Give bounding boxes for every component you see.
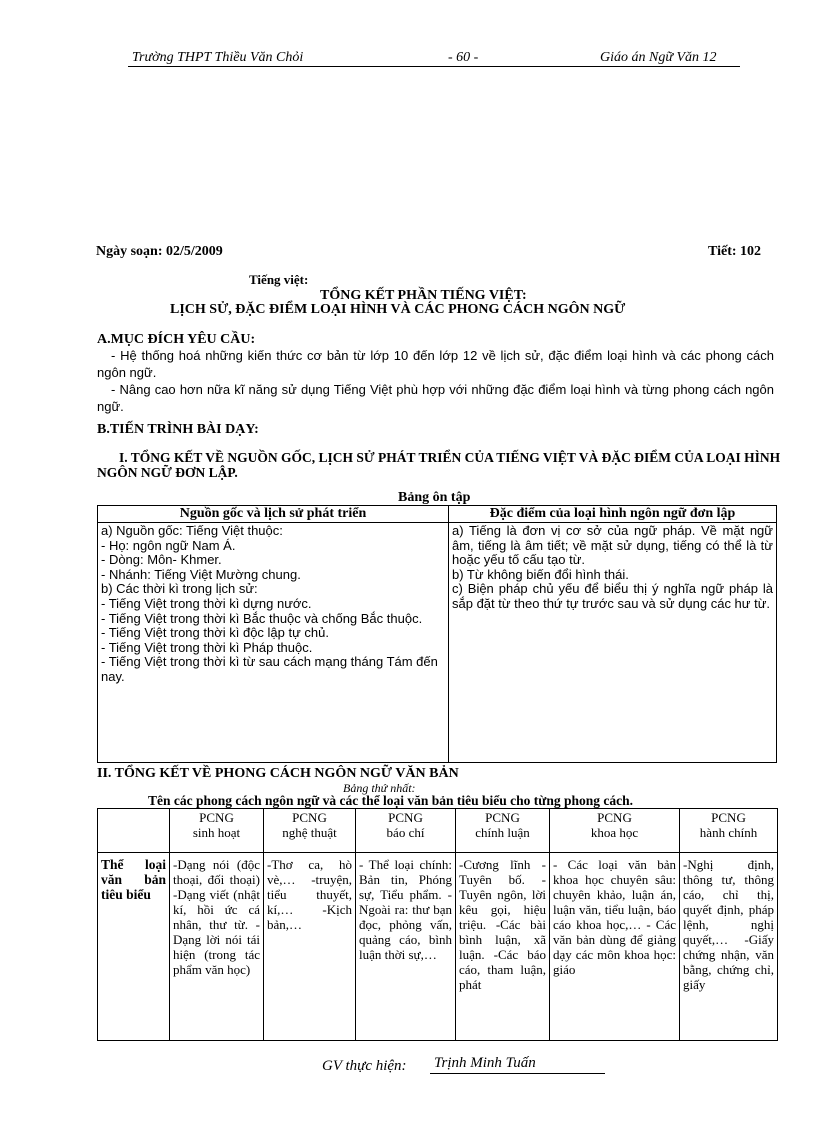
styles-table bbox=[97, 808, 778, 1041]
footer-teacher-name: Trịnh Minh Tuấn bbox=[434, 1055, 536, 1071]
styles-table-cell: - Thể loại chính: Bản tin, Phóng sự, Tiểu phẩm. - Ngoài ra: thư bạn đọc, phỏng vấn, quảng cáo, bình luận thời sự,… bbox=[356, 853, 456, 1041]
styles-table-header bbox=[550, 809, 680, 853]
styles-table-header bbox=[356, 809, 456, 853]
styles-table-cell: -Nghị định, thông tư, thông cáo, chỉ thị, quyết định, pháp lệnh, nghị quyết,… -Giấy chứng nhận, văn bằng, chứng chỉ, giấy bbox=[680, 853, 778, 1041]
list-item: a) Nguồn gốc: Tiếng Việt thuộc: bbox=[101, 523, 283, 538]
styles-table-header bbox=[264, 809, 356, 853]
styles-table-cell: -Thơ ca, hò vè,… -truyện, tiểu thuyết, kí,… -Kịch bản,… bbox=[264, 853, 356, 1041]
styles-table-row-label: Thể loại văn bản tiêu biểu bbox=[98, 853, 170, 1041]
styles-table-cell: - Các loại văn bản khoa học chuyên sâu: chuyên khảo, luận án, luận văn, tiểu luận, báo cáo khoa học,… - Các văn bản dùng để giảng dạy các môn khoa học: giáo bbox=[550, 853, 680, 1041]
header-line: báo chí bbox=[386, 825, 425, 840]
header-line: chính luận bbox=[475, 825, 530, 840]
lesson-period: Tiết: 102 bbox=[708, 244, 762, 259]
list-item: - Tiếng Việt trong thời kì Pháp thuộc. bbox=[101, 639, 313, 655]
section-a-heading: A.MỤC ĐÍCH YÊU CẦU: bbox=[97, 332, 256, 347]
styles-table-header bbox=[170, 809, 264, 853]
header-line: hành chính bbox=[699, 825, 758, 840]
list-item: a) Tiếng là đơn vị cơ sở của ngữ pháp. Về mặt ngữ âm, tiếng là âm tiết; về mặt sử dụng, tiếng có thể là từ hoặc yếu tố cấu tạo từ. bbox=[452, 523, 773, 568]
date-prepared: Ngày soạn: 02/5/2009 bbox=[96, 244, 223, 259]
styles-table-corner bbox=[98, 809, 170, 853]
header-line: nghệ thuật bbox=[282, 825, 337, 840]
styles-table-cell: -Cương lĩnh - Tuyên bố. -Tuyên ngôn, lời kêu gọi, hiệu triệu. -Các bài bình luận, xã luận. -Các báo cáo, tham luận, phát bbox=[456, 853, 550, 1041]
list-item: b) Các thời kì trong lịch sử: bbox=[101, 581, 258, 597]
review-table bbox=[97, 505, 777, 763]
footer-rule bbox=[430, 1073, 605, 1074]
part-2-heading: II. TỔNG KẾT VỀ PHONG CÁCH NGÔN NGỮ VĂN BẢN bbox=[97, 766, 459, 781]
header-line: PCNG bbox=[292, 810, 327, 825]
header-line: sinh hoạt bbox=[192, 825, 241, 840]
list-item: - Tiếng Việt trong thời kì Bắc thuộc và chống Bắc thuộc. bbox=[101, 610, 423, 626]
review-table-cell-typology bbox=[449, 523, 777, 763]
section-a-body bbox=[97, 347, 774, 415]
table-1-caption: Bảng ôn tập bbox=[398, 490, 471, 505]
header-rule bbox=[128, 66, 740, 67]
title-line-2: LỊCH SỬ, ĐẶC ĐIỂM LOẠI HÌNH VÀ CÁC PHONG CÁCH NGÔN NGỮ bbox=[170, 302, 626, 317]
list-item: - Dòng: Môn- Khmer. bbox=[101, 552, 222, 568]
title-kicker: Tiếng việt: bbox=[249, 272, 309, 287]
review-table-header-typology: Đặc điểm của loại hình ngôn ngữ đơn lập bbox=[449, 506, 777, 523]
table-2-label: Bảng thứ nhất: bbox=[343, 781, 416, 795]
list-item: c) Biện pháp chủ yếu để biểu thị ý nghĩa ngữ pháp là sắp đặt từ theo thứ tự trước sau và sử dụng các hư từ. bbox=[452, 581, 773, 611]
header-line: PCNG bbox=[597, 810, 632, 825]
styles-table-cell: -Dạng nói (độc thoại, đối thoại) -Dạng viết (nhật kí, hồi ức cá nhân, thư từ. -Dạng lời nói tái hiện (trong tác phẩm văn học) bbox=[170, 853, 264, 1041]
table-2-caption: Tên các phong cách ngôn ngữ và các thể loại văn bản tiêu biểu cho từng phong cách. bbox=[148, 793, 634, 808]
part-1-heading: I. TỔNG KẾT VỀ NGUỒN GỐC, LỊCH SỬ PHÁT TRIỂN CỦA TIẾNG VIỆT VÀ ĐẶC ĐIỂM CỦA LOẠI HÌNH NGÔN NGỮ ĐƠN LẬP. bbox=[97, 450, 781, 480]
header-line: PCNG bbox=[388, 810, 423, 825]
header-page-number: - 60 - bbox=[448, 50, 479, 65]
section-a-paragraph-1: - Hệ thống hoá những kiến thức cơ bản từ lớp 10 đến lớp 12 về lịch sử, đặc điểm loại hình và các phong cách ngôn ngữ. bbox=[97, 348, 774, 380]
section-a-paragraph-2: - Nâng cao hơn nữa kĩ năng sử dụng Tiếng Việt phù hợp với những đặc điểm loại hình và từng phong cách ngôn ngữ. bbox=[97, 382, 774, 414]
header-line: khoa học bbox=[590, 825, 639, 840]
styles-table-header bbox=[456, 809, 550, 853]
title-line-1: TỔNG KẾT PHẦN TIẾNG VIỆT: bbox=[320, 288, 527, 303]
header-line: PCNG bbox=[485, 810, 520, 825]
list-item: - Nhánh: Tiếng Việt Mường chung. bbox=[101, 566, 301, 582]
list-item: b) Từ không biến đổi hình thái. bbox=[452, 566, 629, 582]
list-item: - Họ: ngôn ngữ Nam Á. bbox=[101, 537, 236, 553]
header-subject: Giáo án Ngữ Văn 12 bbox=[600, 50, 717, 65]
review-table-cell-origin bbox=[98, 523, 449, 763]
section-b-heading: B.TIẾN TRÌNH BÀI DẠY: bbox=[97, 422, 259, 437]
header-school: Trường THPT Thiều Văn Chỏi bbox=[132, 50, 304, 65]
header-line: PCNG bbox=[199, 810, 234, 825]
list-item: - Tiếng Việt trong thời kì độc lập tự chủ. bbox=[101, 625, 329, 641]
list-item: - Tiếng Việt trong thời kì từ sau cách mạng tháng Tám đến nay. bbox=[101, 654, 438, 684]
review-table-header-origin: Nguồn gốc và lịch sử phát triển bbox=[98, 506, 449, 523]
header-line: PCNG bbox=[711, 810, 746, 825]
styles-table-header bbox=[680, 809, 778, 853]
footer-label: GV thực hiện: bbox=[322, 1058, 407, 1074]
list-item: - Tiếng Việt trong thời kì dựng nước. bbox=[101, 595, 312, 611]
